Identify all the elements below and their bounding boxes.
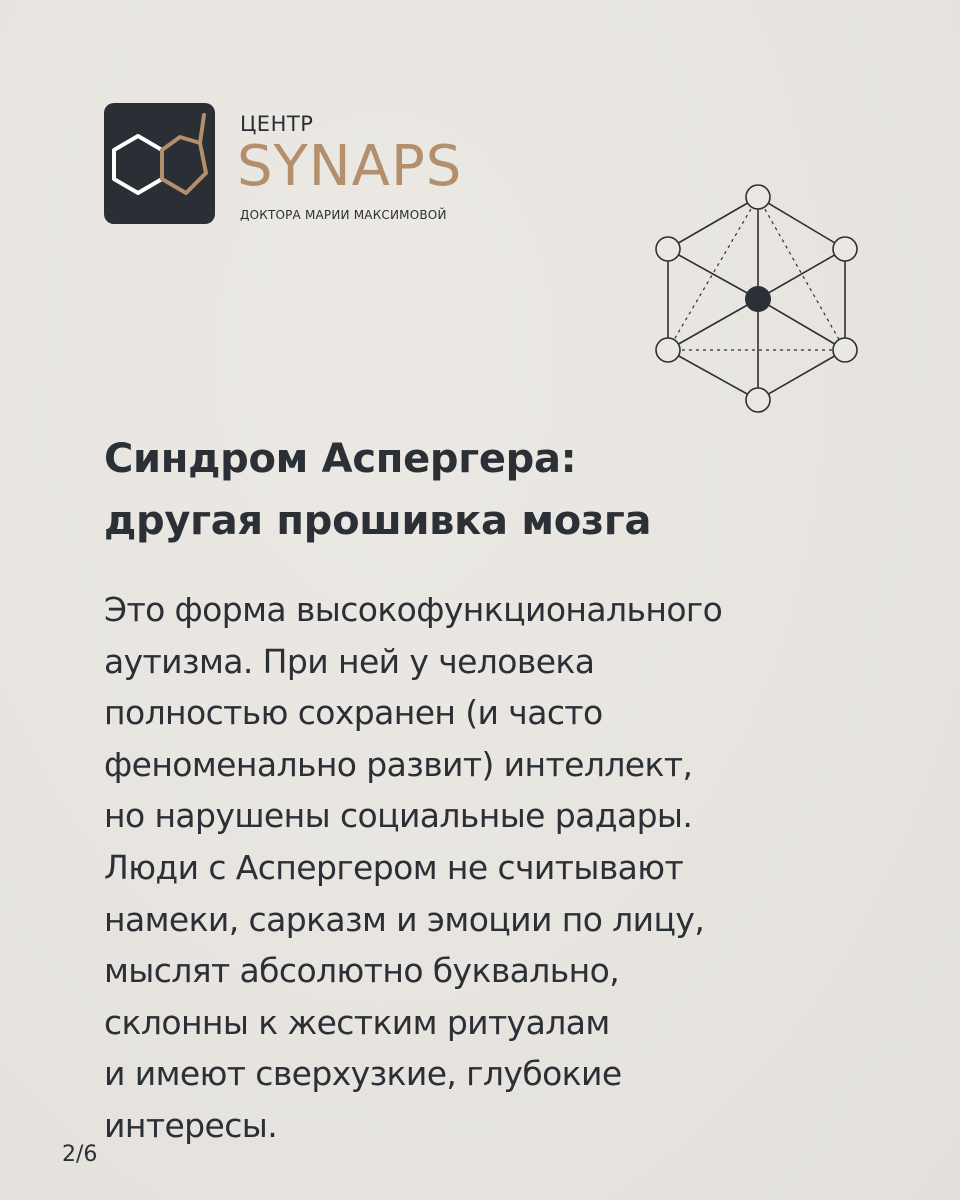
title-line: другая прошивка мозга: [104, 498, 652, 544]
title-line: Синдром Аспергера:: [104, 436, 577, 482]
body-line: феноменально развит) интеллект,: [104, 744, 693, 784]
synaps-logo-mark-icon: [104, 103, 215, 224]
body-line: аутизма. При ней у человека: [104, 641, 595, 681]
center-logo: [104, 103, 524, 225]
body-line: и имеют сверхузкие, глубокие: [104, 1054, 622, 1094]
body-line: Люди с Аспергером не считывают: [104, 847, 684, 887]
body-line: намеки, сарказм и эмоции по лицу,: [104, 899, 705, 939]
body-line: Это форма высокофункционального: [104, 590, 723, 629]
molecule-network-icon: [650, 180, 865, 420]
logo-subtitle: ДОКТОРА МАРИИ МАКСИМОВОЙ: [240, 208, 447, 222]
body-line: интересы.: [104, 1105, 278, 1145]
slide-body-text: [104, 584, 904, 1152]
logo-small-label: ЦЕНТР: [240, 112, 314, 136]
body-line: склонны к жестким ритуалам: [104, 1002, 610, 1042]
page-indicator: 2/6: [62, 1142, 98, 1167]
body-line: полностью сохранен (и часто: [104, 693, 603, 733]
body-line: но нарушены социальные радары.: [104, 796, 693, 836]
slide-title: [104, 428, 884, 552]
body-line: мыслят абсолютно буквально,: [104, 951, 620, 991]
logo-brand-name: SYNAPS: [237, 134, 463, 199]
